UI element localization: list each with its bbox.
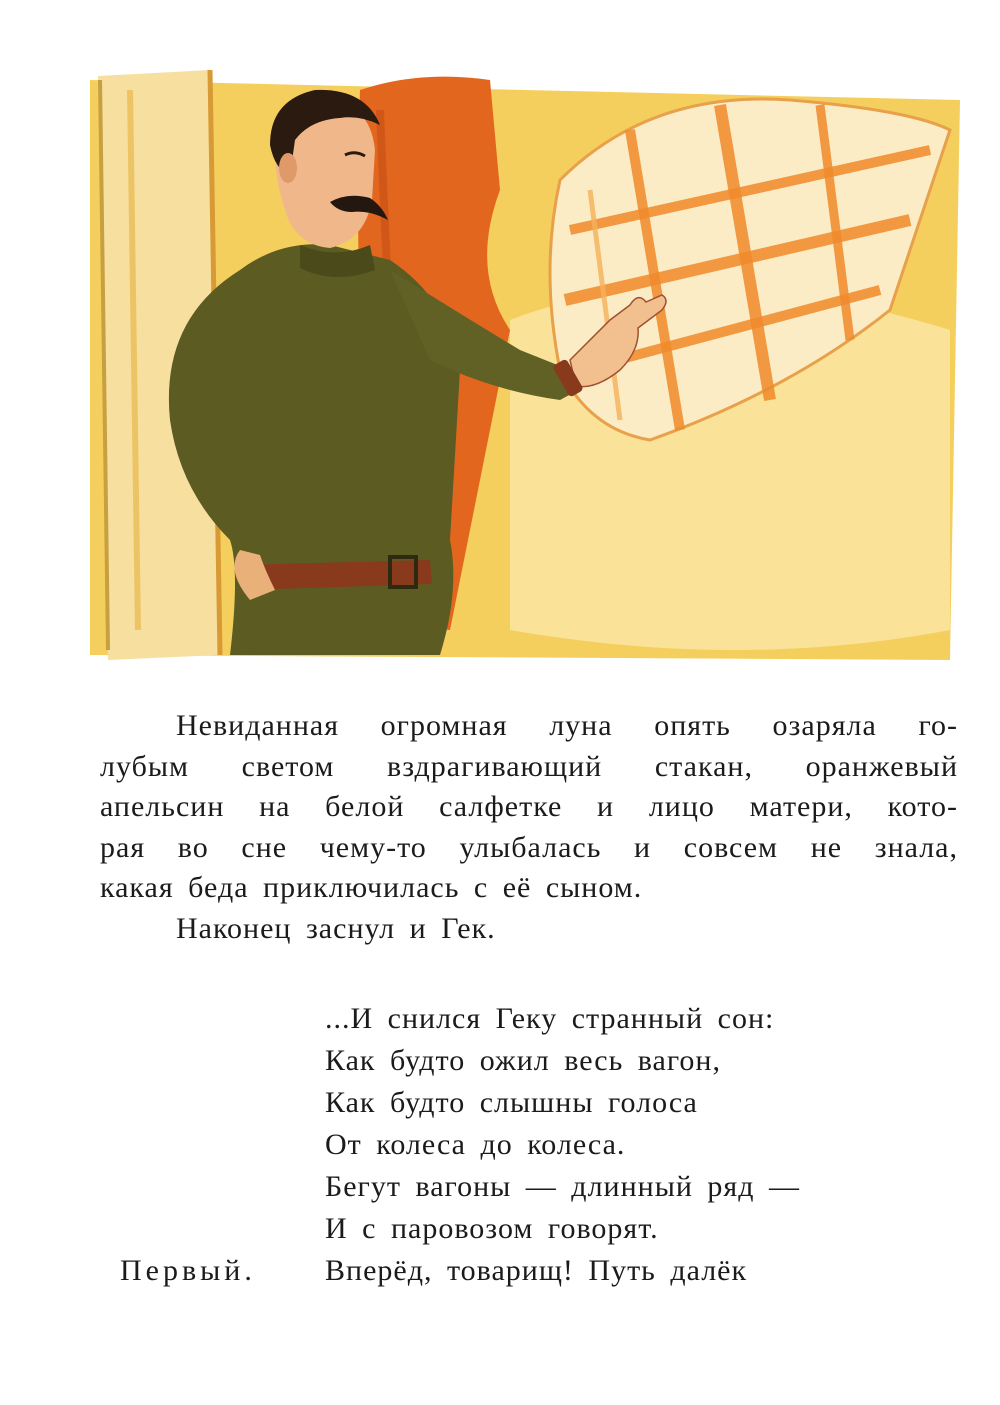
dialogue-text: Вперёд, товарищ! Путь далёк [325, 1254, 748, 1287]
verse-line [100, 998, 960, 1040]
text-line: какая беда приключилась с её сыном. [100, 871, 643, 905]
prose-text [100, 706, 958, 950]
text-line: рая во сне чему-то улыбалась и совсем не знала, [100, 830, 958, 864]
illustration-art [90, 70, 960, 670]
verse-line-text: Как будто слышны голоса [325, 1086, 698, 1119]
verse-line [100, 1082, 960, 1124]
verse-block [100, 998, 960, 1292]
book-illustration [90, 70, 960, 670]
paragraph-1 [100, 706, 958, 909]
paragraph-2 [100, 909, 958, 950]
verse-line [100, 1040, 960, 1082]
verse-line-text: И с паровозом говорят. [325, 1212, 659, 1245]
verse-line-text: Бегут вагоны — длинный ряд — [325, 1170, 800, 1203]
text-line: Наконец заснул и Гек. [176, 911, 496, 945]
verse-line-text: ...И снился Геку странный сон: [325, 1002, 775, 1035]
speaker-name: Первый. [120, 1254, 256, 1287]
verse-line [100, 1166, 960, 1208]
text-line: лубым светом вздрагивающий стакан, оранжевый [100, 749, 958, 783]
verse-line [100, 1208, 960, 1250]
verse-line-text: От колеса до колеса. [325, 1128, 626, 1161]
text-line: апельсин на белой салфетке и лицо матери, кото- [100, 790, 958, 824]
text-line: Невиданная огромная луна опять озаряла го- [176, 709, 958, 742]
verse-line [100, 1124, 960, 1166]
dialogue-line [100, 1250, 960, 1292]
verse-line-text: Как будто ожил весь вагон, [325, 1044, 721, 1077]
